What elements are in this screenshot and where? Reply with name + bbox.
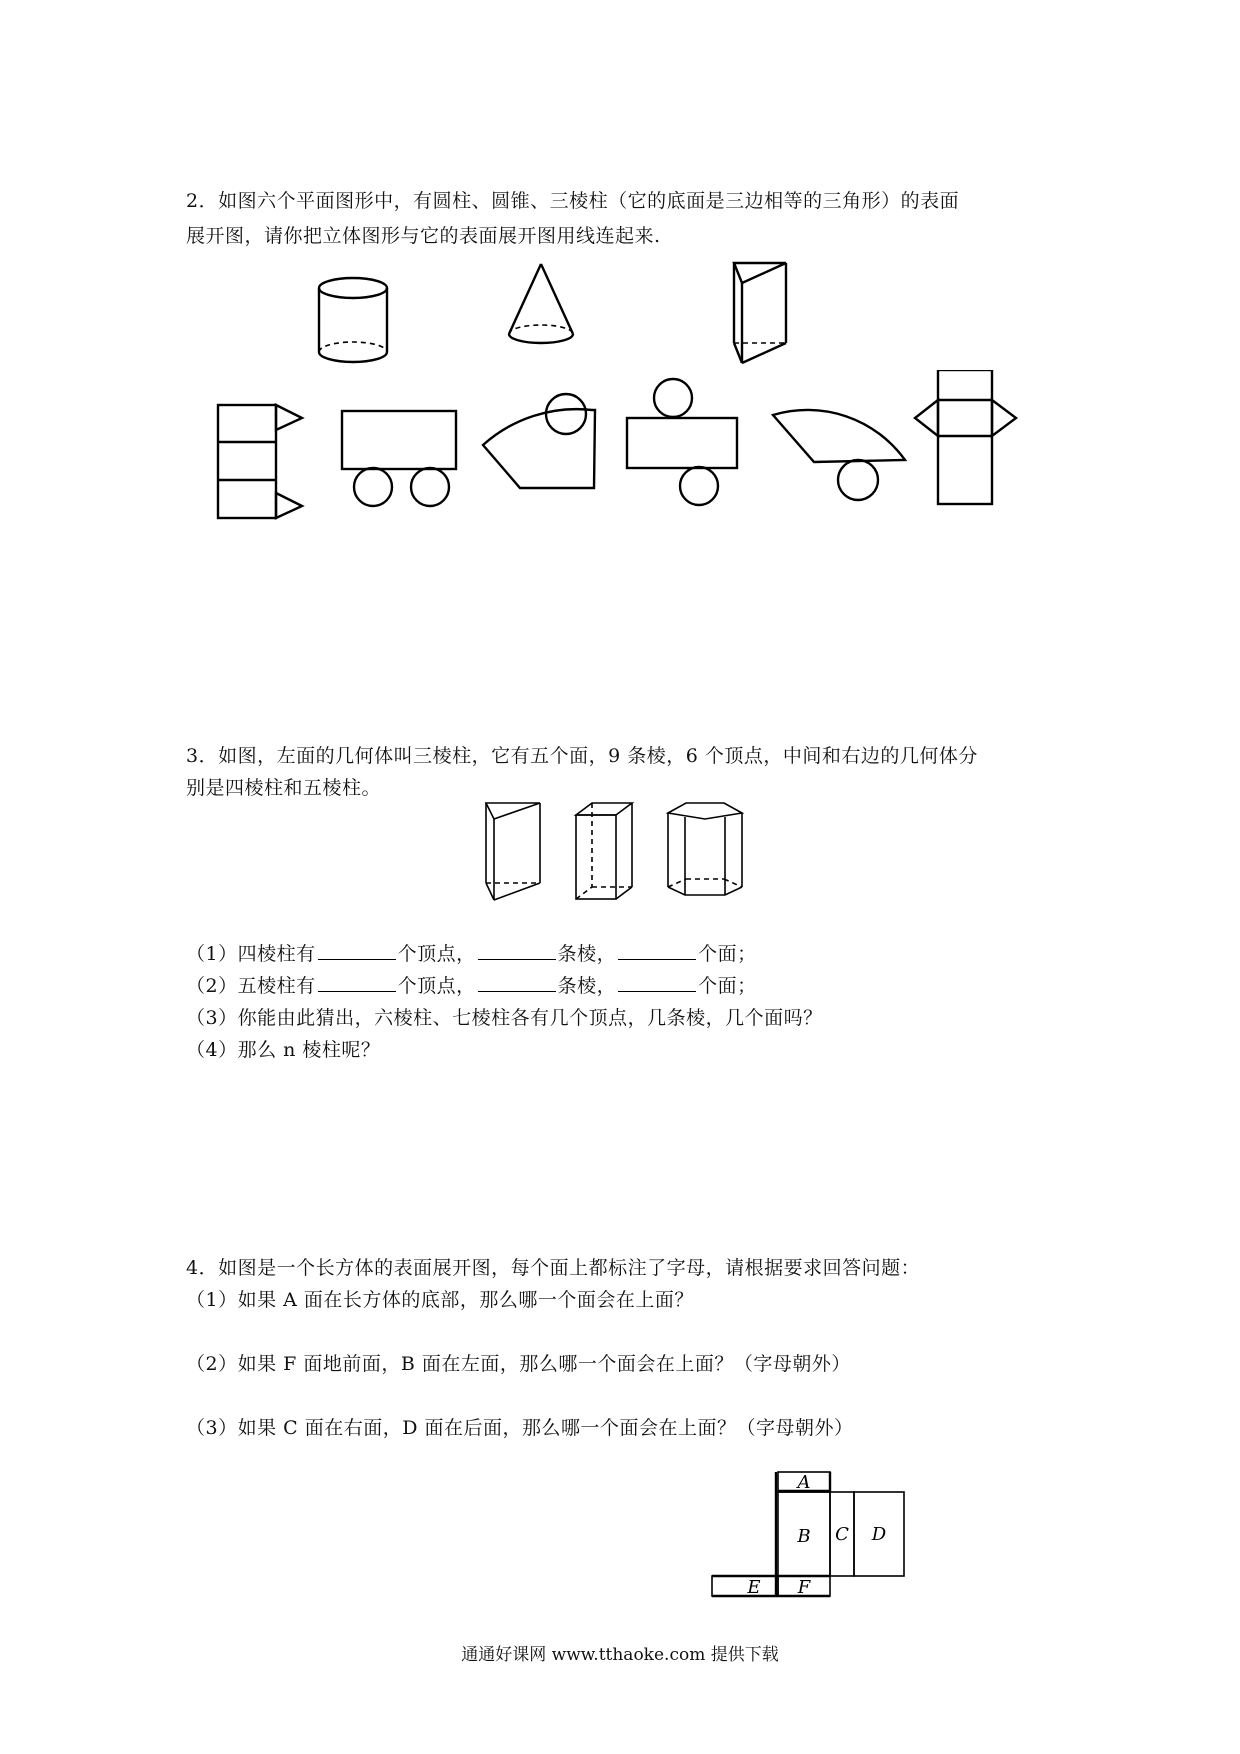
net-label-f: F xyxy=(797,1577,811,1598)
q3-sub4: （4）那么 n 棱柱呢？ xyxy=(186,1039,381,1061)
answer-blank[interactable] xyxy=(618,939,696,960)
q4-sub3: （3）如果 C 面在右面，D 面在后面，那么哪一个面会在上面？（字母朝外） xyxy=(186,1417,854,1439)
pentagonal-prism xyxy=(668,803,742,895)
nets-figure xyxy=(200,370,1060,520)
cuboid-net-figure xyxy=(700,1470,940,1600)
triangular-prism xyxy=(486,803,540,900)
net-cylinder-1 xyxy=(342,411,456,506)
net-label-c: C xyxy=(835,1524,849,1545)
cylinder-solid xyxy=(319,278,387,362)
quadrangular-prism xyxy=(576,803,632,899)
q3-line2: 别是四棱柱和五棱柱。 xyxy=(186,777,382,799)
net-cone-2 xyxy=(773,410,905,500)
q2-line2: 展开图，请你把立体图形与它的表面展开图用线连起来. xyxy=(186,225,661,247)
triangular-prism-solid xyxy=(734,263,786,363)
net-label-d: D xyxy=(871,1524,887,1545)
q3-line1: 3．如图，左面的几何体叫三棱柱，它有五个面，9 条棱，6 个顶点，中间和右边的几何体分 xyxy=(186,745,978,767)
q4-sub2: （2）如果 F 面地前面，B 面在左面，那么哪一个面会在上面？（字母朝外） xyxy=(186,1353,851,1375)
q4-sub1: （1）如果 A 面在长方体的底部，那么哪一个面会在上面？ xyxy=(186,1289,694,1311)
solids-figure xyxy=(300,260,820,370)
answer-blank[interactable] xyxy=(478,939,556,960)
answer-blank[interactable] xyxy=(478,971,556,992)
net-triangular-prism-1 xyxy=(218,405,302,518)
q3-sub3: （3）你能由此猜出，六棱柱、七棱柱各有几个顶点，几条棱，几个面吗？ xyxy=(186,1007,823,1029)
q4-line1: 4．如图是一个长方体的表面展开图，每个面上都标注了字母，请根据要求回答问题： xyxy=(186,1257,921,1279)
q3-sub1: （1）四棱柱有 个顶点， 条棱， 个面； xyxy=(186,938,757,970)
page-footer: 通通好课网 www.tthaoke.com 提供下载 xyxy=(461,1645,779,1665)
q3-sub2: （2）五棱柱有 个顶点， 条棱， 个面； xyxy=(186,970,757,1002)
net-label-a: A xyxy=(797,1472,811,1493)
answer-blank[interactable] xyxy=(318,971,396,992)
prisms-figure xyxy=(480,795,760,905)
net-triangular-prism-2 xyxy=(915,370,1016,504)
net-cone-1 xyxy=(483,394,595,488)
net-label-b: B xyxy=(797,1526,811,1547)
cone-solid xyxy=(509,264,573,343)
net-face-e xyxy=(712,1576,778,1596)
net-cylinder-2 xyxy=(627,379,737,505)
answer-blank[interactable] xyxy=(318,939,396,960)
q2-line1: 2．如图六个平面图形中，有圆柱、圆锥、三棱柱（它的底面是三边相等的三角形）的表面 xyxy=(186,190,960,212)
answer-blank[interactable] xyxy=(618,971,696,992)
net-label-e: E xyxy=(747,1577,761,1598)
